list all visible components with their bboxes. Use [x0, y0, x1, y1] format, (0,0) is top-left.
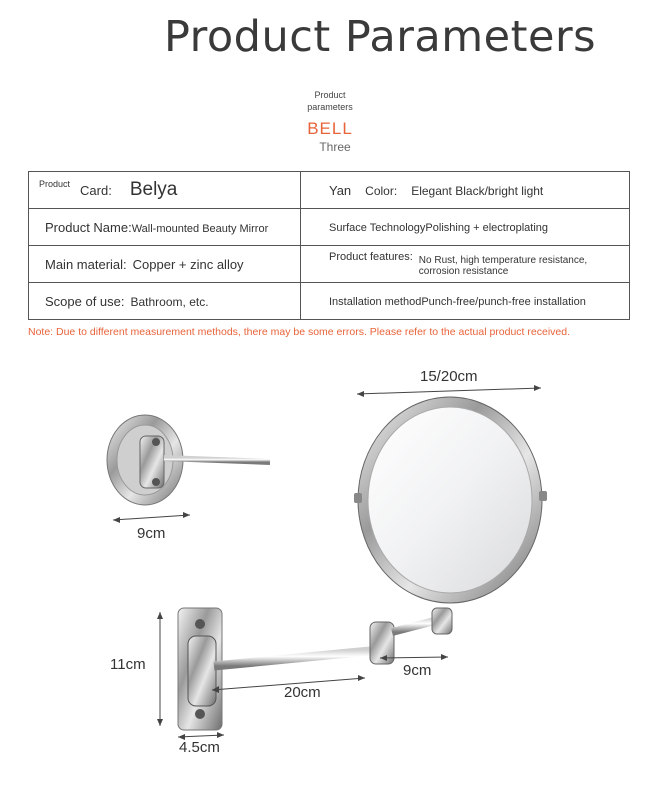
subtitle-line-1: Product [314, 90, 346, 100]
color-value: Elegant Black/bright light [411, 184, 544, 199]
brand-name: BELL [307, 119, 353, 138]
surface-cell [301, 209, 630, 246]
round-mirror [354, 385, 547, 622]
card-cell [29, 172, 301, 209]
side-mount-view [107, 415, 270, 523]
name-cell [29, 209, 301, 246]
measurement-note: Note: Due to different measurement methods, there may be some errors. Please refer to the actual product received. [28, 326, 570, 338]
surface-value: Polishing + electroplating [425, 222, 549, 234]
install-value: Punch-free/punch-free installation [421, 296, 586, 308]
subtitle-small [290, 89, 370, 113]
dimension-base-width: 9cm [137, 525, 166, 542]
dimension-short-arm: 9cm [403, 662, 432, 679]
scope-label: Scope of use: [45, 293, 125, 309]
brand-subtitle: Three [319, 140, 351, 154]
table-row [29, 172, 630, 209]
table-row [29, 209, 630, 246]
mirror-product-illustration [0, 350, 660, 800]
features-cell [301, 246, 630, 283]
surface-label: Surface Technology [329, 222, 426, 234]
table-row [29, 283, 630, 320]
scope-cell [29, 283, 301, 320]
color-prefix: Yan [329, 182, 352, 198]
features-label: Product features: [329, 251, 413, 263]
dimension-plate-height: 11cm [110, 656, 146, 673]
table-row [29, 246, 630, 283]
dimension-plate-width: 4.5cm [179, 739, 220, 756]
dimension-arm-length: 20cm [284, 684, 321, 701]
install-cell [301, 283, 630, 320]
color-cell [301, 172, 630, 209]
material-value: Copper + zinc alloy [132, 256, 244, 272]
parameters-table [28, 171, 630, 320]
material-cell [29, 246, 301, 283]
page-title: Product Parameters [163, 12, 597, 62]
name-value: Wall-mounted Beauty Mirror [131, 222, 269, 235]
name-label: Product Name: [45, 219, 132, 235]
card-value: Belya [129, 179, 178, 200]
subtitle-line-2: parameters [307, 102, 353, 112]
scope-value: Bathroom, etc. [130, 294, 209, 309]
card-label: Card: [80, 183, 112, 198]
install-label: Installation method [329, 296, 422, 308]
color-label: Color: [365, 183, 398, 198]
material-label: Main material: [45, 256, 127, 272]
features-value: No Rust, high temperature resistance, corrosion resistance [418, 255, 588, 277]
dimension-mirror-diameter: 15/20cm [420, 368, 478, 385]
card-tiny-label: Product [39, 179, 71, 189]
